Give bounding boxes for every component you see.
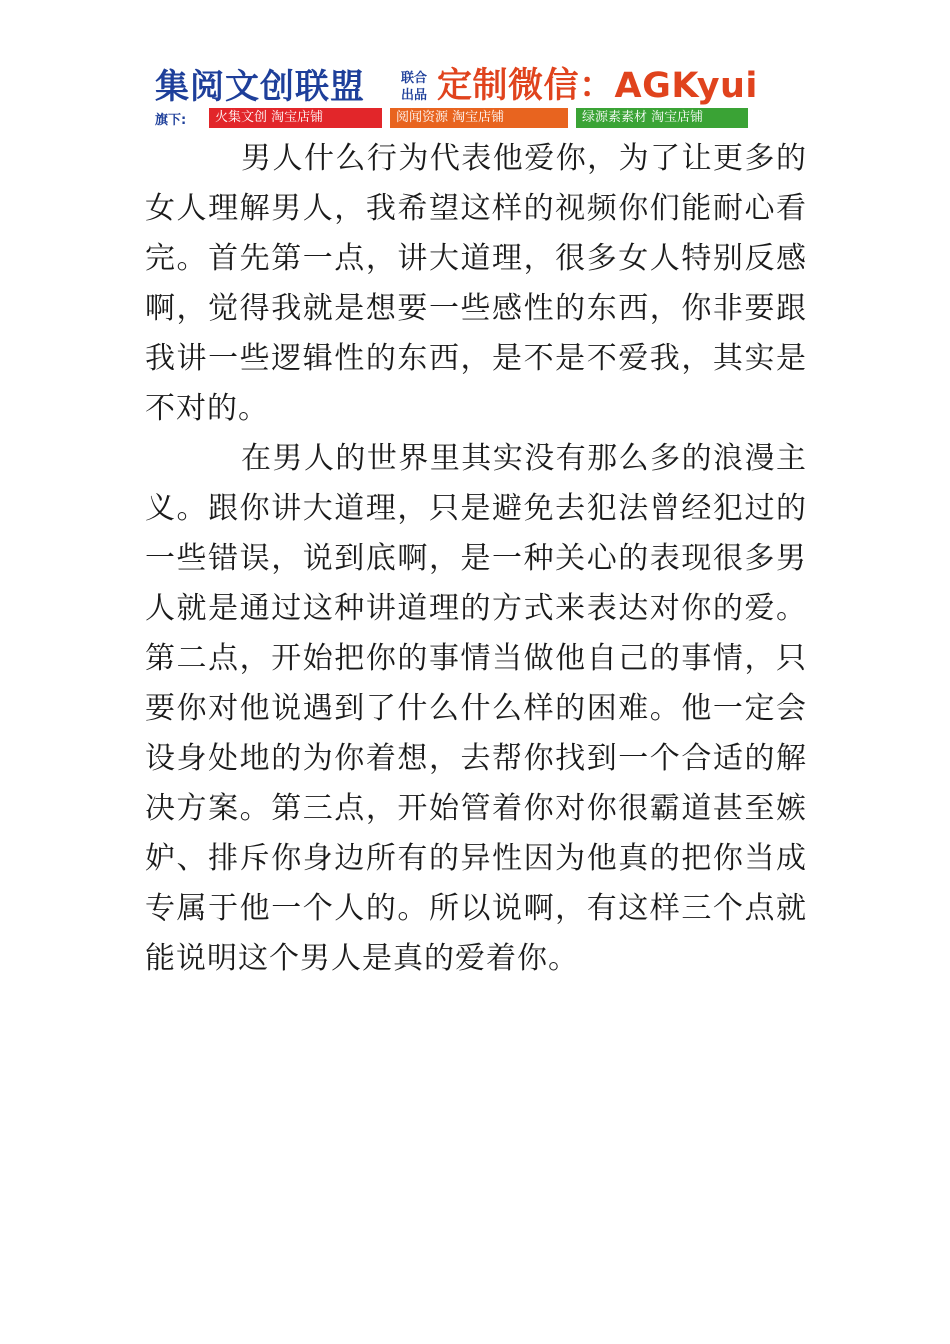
wechat-contact: 定制微信：AGKyui — [437, 66, 758, 106]
brand-title: 集阅文创联盟 — [155, 67, 365, 107]
subsidiary-label: 旗下: — [155, 112, 187, 128]
shop-badge-lvyuan: 绿源素素材 淘宝店铺 — [576, 108, 748, 128]
joint-label-line2: 出品 — [401, 88, 428, 103]
paragraph-2: 在男人的世界里其实没有那么多的浪漫主义。跟你讲大道理，只是避免去犯法曾经犯过的一些错误，说到底啊，是一种关心的表现很多男人就是通过这种讲道理的方式来表达对你的爱。第二点，开始把你的事情当做他自己的事情，只要你对他说遇到了什么什么样的困难。他一定会设身处地的为你着想，去帮你找到一个合适的解决方案。第三点，开始管着你对你很霸道甚至嫉妒、排斥你身边所有的异性因为他真的把你当成专属于他一个人的。所以说啊，有这样三个点就能说明这个男人是真的爱着你。 — [145, 441, 807, 976]
header-banner — [155, 64, 765, 130]
shop-badge-huoji: 火集文创 淘宝店铺 — [209, 108, 382, 128]
joint-label-line1: 联合 — [401, 71, 428, 86]
shop-links-row — [155, 108, 748, 128]
joint-production-label — [401, 70, 433, 104]
article-body — [145, 134, 807, 984]
shop-badge-yuewen: 阅闻资源 淘宝店铺 — [390, 108, 568, 128]
paragraph-1: 男人什么行为代表他爱你，为了让更多的女人理解男人，我希望这样的视频你们能耐心看完。首先第一点，讲大道理，很多女人特别反感啊，觉得我就是想要一些感性的东西，你非要跟我讲一些逻辑性的东西，是不是不爱我，其实是不对的。 — [145, 141, 807, 426]
